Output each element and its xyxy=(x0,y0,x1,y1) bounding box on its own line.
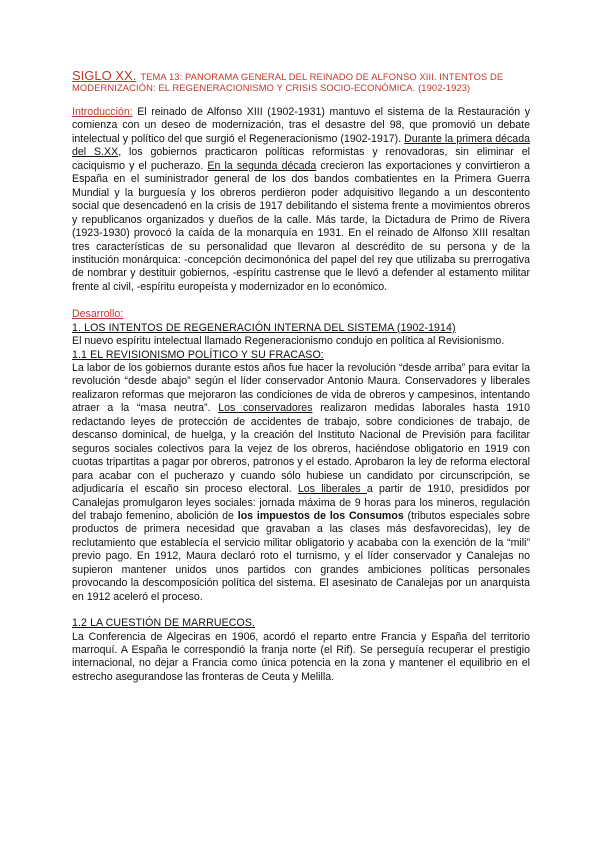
desarrollo-heading: Desarrollo: xyxy=(72,308,124,321)
sub11-underline-1: Los conservadores xyxy=(218,402,313,415)
intro-underline-2: En la segunda década xyxy=(207,159,317,172)
intro-label: Introducción: xyxy=(72,106,133,118)
section-1-text: El nuevo espíritu intelectual llamado Regeneracionismo condujo en política al Revisionismo. xyxy=(72,335,505,348)
title-text: TEMA 13: PANORAMA GENERAL DEL REINADO DE ALFONSO XIII. INTENTOS DE MODERNIZACIÓN: EL REGENERACIONISMO Y CRISIS SOCIO-ECONÓMICA. (1902-1923) xyxy=(72,71,504,93)
intro-text-1: El reinado de Alfonso XIII (1902-1931) mantuvo el sistema de la Restauración y comienza con un deseo de modernización, tras el desastre del 98, que promovió un debate intelectual y político del que surgió el Regeneracionismo (1902-1917). xyxy=(72,106,530,145)
intro-paragraph xyxy=(72,106,530,294)
subsection-1-2-paragraph: La Conferencia de Algeciras en 1906, acordó el reparto entre Francia y España del territorio marroquí. A España le correspondió la franja norte (el Rif). Se perseguía recuperar el prestigio internacional, no dejar a Francia como única potencia en la zona y mantener el equilibrio en el estrecho asegurandose las fronteras de Ceuta y Melilla. xyxy=(72,630,530,683)
title-prefix: SIGLO XX. xyxy=(72,68,137,83)
intro-text-3: crecieron las exportaciones y convirtieron a España en el suministrador general de los dos bandos combatientes en la Primera Guerra Mundial y la burguesía y los obreros perdieron poder adquisitivo llegando a un descontento social que desencadenó en la crisis de 1917 debilitando el sistema frente a movimientos obreros y republicanos organizados y dueños de la calle. Más tarde, la Dictadura de Primo de Rivera (1923-1930) provocó la caída de la monarquía en 1931. En el reinado de Alfonso XIII resaltan tres características de su personalidad que llevaron al descrédito de su persona y de la institución monárquica: -concepción decimonónica del papel del rey que utilizaba su prerrogativa de nombrar y destituir gobiernos, -espíritu castrense que le llevó a defender al estamento militar frente al civil, -espíritu europeísta y modernizador en lo económico. xyxy=(72,159,530,293)
sub11-underline-2: Los liberales xyxy=(297,483,367,496)
intro-text-2: , los gobiernos practicaron políticas reformistas y renovadoras, sin eliminar el caciquismo y el pucherazo. xyxy=(72,146,530,172)
document-page xyxy=(72,70,530,684)
sub11-text-4: (tributos especiales sobre productos de primera necesidad que gravaban a las clases más desfavorecidas), ley de reclutamiento que establecía el servicio militar obligatorio y acababa con la exención de la “mili” previo pago. En 1912, Maura declaró roto el turnismo, y el líder conservador y Canalejas no supieron mantener unidos unos partidos con grandes ambiciones políticas personales provocando la descomposición política del sistema. El asesinato de Canalejas por un anarquista en 1912 aceleró el proceso. xyxy=(72,510,530,603)
subsection-1-1-heading: 1.1 EL REVISIONISMO POLÍTICO Y SU FRACASO: xyxy=(72,348,324,361)
intro-underline-1: Durante la primera década del S.XX xyxy=(72,132,530,159)
sub11-bold-1: los impuestos de los Consumos xyxy=(237,510,404,522)
subsection-1-1-paragraph xyxy=(72,362,530,604)
subsection-1-2-heading: 1.2 LA CUESTIÓN DE MARRUECOS. xyxy=(72,617,256,630)
sub11-text-3: a partir de 1910, presididos por Canalejas promulgaron leyes sociales: jornada máxima de 9 horas para los mineros, regulación del trabajo femenino, abolición de xyxy=(72,483,530,522)
document-title xyxy=(72,70,530,93)
section-1-heading: 1. LOS INTENTOS DE REGENERACIÓN INTERNA DEL SISTEMA (1902-1914) xyxy=(72,321,456,334)
sub11-text-1: La labor de los gobiernos durante estos años fue hacer la revolución “desde arriba” para evitar la revolución “desde abajo” según el líder conservador Antonio Maura. Conservadores y liberales realizaron reformas que mejoraron las condiciones de vida de obreros y campesinos, intentando atraer a la “masa neutra”. xyxy=(72,362,530,415)
sub11-text-2: realizaron medidas laborales hasta 1910 redactando leyes de protección de accidentes de trabajo, sobre condiciones de trabajo, de descanso dominical, de huelga, y la creación del Instituto Nacional de Previsión para facilitar seguros sociales colectivos para la vejez de los obreros, haciéndose obligatorio en 1919 con cuotas tripartitas a pagar por obreros, patronos y el estado. Aprobaron la ley de reforma electoral para acabar con el pucherazo y cuando sólo hubiese un candidato por circunscripción, se adjudicaría el escaño sin proceso electoral. xyxy=(72,402,530,496)
